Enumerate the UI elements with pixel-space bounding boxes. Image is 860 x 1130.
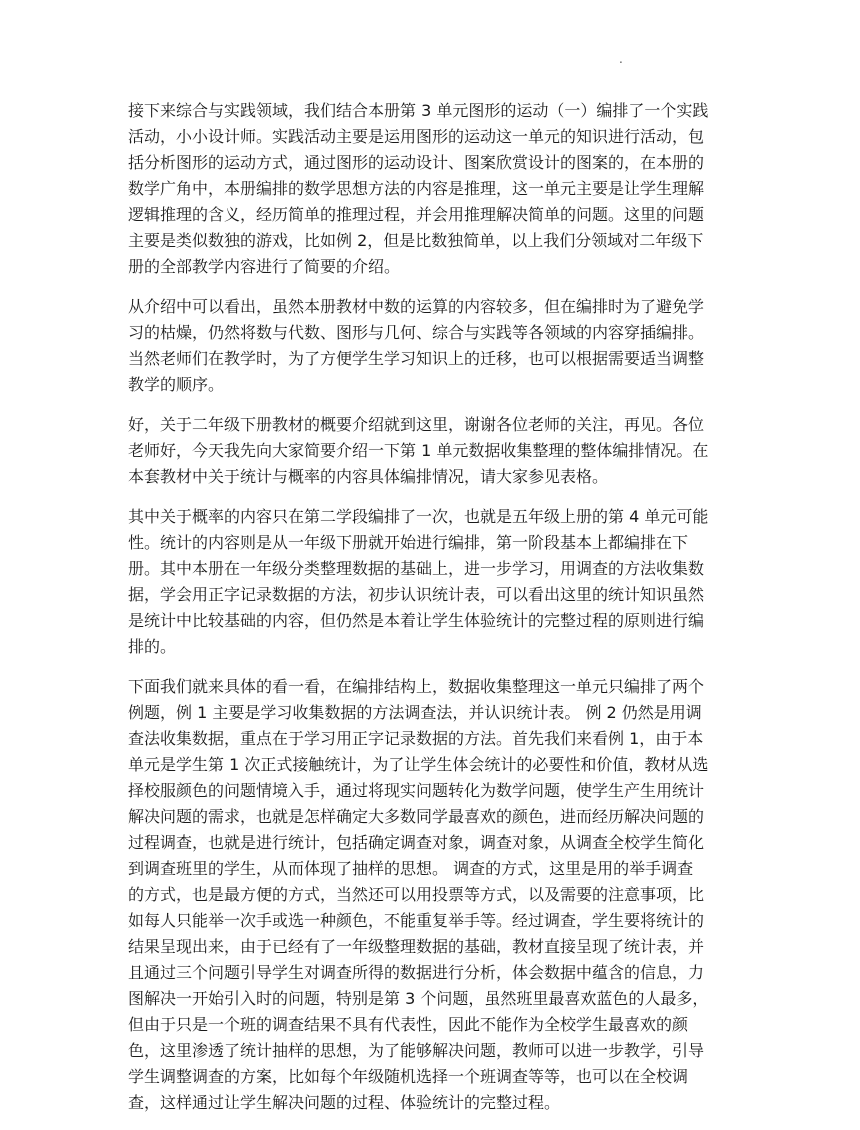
paragraph-line: 册。其中本册在一年级分类整理数据的基础上，进一步学习，用调查的方法收集数 xyxy=(128,559,705,578)
paragraph-line: 择校服颜色的问题情境入手，通过将现实问题转化为数学问题，使学生产生用统计 xyxy=(128,781,705,800)
paragraph-line: 查，这样通过让学生解决问题的过程、体验统计的完整过程。 xyxy=(128,1093,561,1112)
paragraph-line: 主要是类似数独的游戏，比如例 2，但是比数独简单，以上我们分领域对二年级下 xyxy=(128,231,704,250)
paragraph xyxy=(128,674,740,1116)
paragraph-line: 册的全部教学内容进行了简要的介绍。 xyxy=(128,257,401,276)
paragraph-line: 好，关于二年级下册教材的概要介绍就到这里，谢谢各位老师的关注，再见。各位 xyxy=(128,415,705,434)
paragraph-line: 如每人只能举一次手或选一种颜色，不能重复举手等。经过调查，学生要将统计的 xyxy=(128,911,705,930)
paragraph xyxy=(128,98,740,280)
paragraph xyxy=(128,412,740,490)
paragraph-line: 的方式，也是最方便的方式，当然还可以用投票等方式，以及需要的注意事项，比 xyxy=(128,885,705,904)
paragraph-line: 是统计中比较基础的内容，但仍然是本着让学生体验统计的完整过程的原则进行编 xyxy=(128,611,705,630)
paragraph-line: 到调查班里的学生，从而体现了抽样的思想。 调查的方式，这里是用的举手调查 xyxy=(128,859,694,878)
paragraph-line: 图解决一开始引入时的问题，特别是第 3 个问题，虽然班里最喜欢蓝色的人最多， xyxy=(128,989,709,1008)
paragraph-line: 结果呈现出来，由于已经有了一年级整理数据的基础，教材直接呈现了统计表，并 xyxy=(128,937,705,956)
document-body xyxy=(128,98,740,1130)
paragraph-line: 查法收集数据，重点在于学习用正字记录数据的方法。首先我们来看例 1，由于本 xyxy=(128,729,704,748)
paragraph-line: 色，这里渗透了统计抽样的思想，为了能够解决问题，教师可以进一步教学，引导 xyxy=(128,1041,705,1060)
paragraph-line: 学生调整调查的方案，比如每个年级随机选择一个班调查等等，也可以在全校调 xyxy=(128,1067,689,1086)
paragraph-line: 括分析图形的运动方式，通过图形的运动设计、图案欣赏设计的图案的，在本册的 xyxy=(128,153,705,172)
paragraph-line: 例题，例 1 主要是学习收集数据的方法调查法，并认识统计表。 例 2 仍然是用调 xyxy=(128,703,702,722)
paragraph-line: 其中关于概率的内容只在第二学段编排了一次，也就是五年级上册的第 4 单元可能 xyxy=(128,507,709,526)
paragraph-line: 接下来综合与实践领域，我们结合本册第 3 单元图形的运动（一）编排了一个实践 xyxy=(128,101,709,120)
paragraph-line: 从介绍中可以看出，虽然本册教材中数的运算的内容较多，但在编排时为了避免学 xyxy=(128,297,705,316)
paragraph-line: 据，学会用正字记录数据的方法，初步认识统计表，可以看出这里的统计知识虽然 xyxy=(128,585,705,604)
paragraph-line: 数学广角中，本册编排的数学思想方法的内容是推理，这一单元主要是让学生理解 xyxy=(128,179,705,198)
paragraph-line: 性。统计的内容则是从一年级下册就开始进行编排，第一阶段基本上都编排在下 xyxy=(128,533,689,552)
paragraph-line: 排的。 xyxy=(128,637,177,656)
paragraph-line: 教学的顺序。 xyxy=(128,375,225,394)
paragraph-line: 老师好，今天我先向大家简要介绍一下第 1 单元数据收集整理的整体编排情况。在 xyxy=(128,441,709,460)
header-mark: . xyxy=(619,52,623,66)
paragraph-line: 当然老师们在教学时，为了方便学生学习知识上的迁移，也可以根据需要适当调整 xyxy=(128,349,705,368)
paragraph-line: 且通过三个问题引导学生对调查所得的数据进行分析，体会数据中蕴含的信息，力 xyxy=(128,963,705,982)
paragraph-line: 解决问题的需求，也就是怎样确定大多数同学最喜欢的颜色，进而经历解决问题的 xyxy=(128,807,705,826)
paragraph xyxy=(128,504,740,660)
paragraph-line: 下面我们就来具体的看一看，在编排结构上，数据收集整理这一单元只编排了两个 xyxy=(128,677,705,696)
paragraph-line: 逻辑推理的含义，经历简单的推理过程，并会用推理解决简单的问题。这里的问题 xyxy=(128,205,705,224)
paragraph-line: 单元是学生第 1 次正式接触统计，为了让学生体会统计的必要性和价值，教材从选 xyxy=(128,755,709,774)
paragraph-line: 习的枯燥，仍然将数与代数、图形与几何、综合与实践等各领域的内容穿插编排。 xyxy=(128,323,705,342)
paragraph-line: 但由于只是一个班的调查结果不具有代表性，因此不能作为全校学生最喜欢的颜 xyxy=(128,1015,689,1034)
paragraph-line: 活动，小小设计师。实践活动主要是运用图形的运动这一单元的知识进行活动，包 xyxy=(128,127,705,146)
paragraph-line: 过程调查，也就是进行统计，包括确定调查对象，调查对象，从调查全校学生简化 xyxy=(128,833,705,852)
paragraph-line: 本套教材中关于统计与概率的内容具体编排情况，请大家参见表格。 xyxy=(128,467,609,486)
paragraph xyxy=(128,294,740,398)
